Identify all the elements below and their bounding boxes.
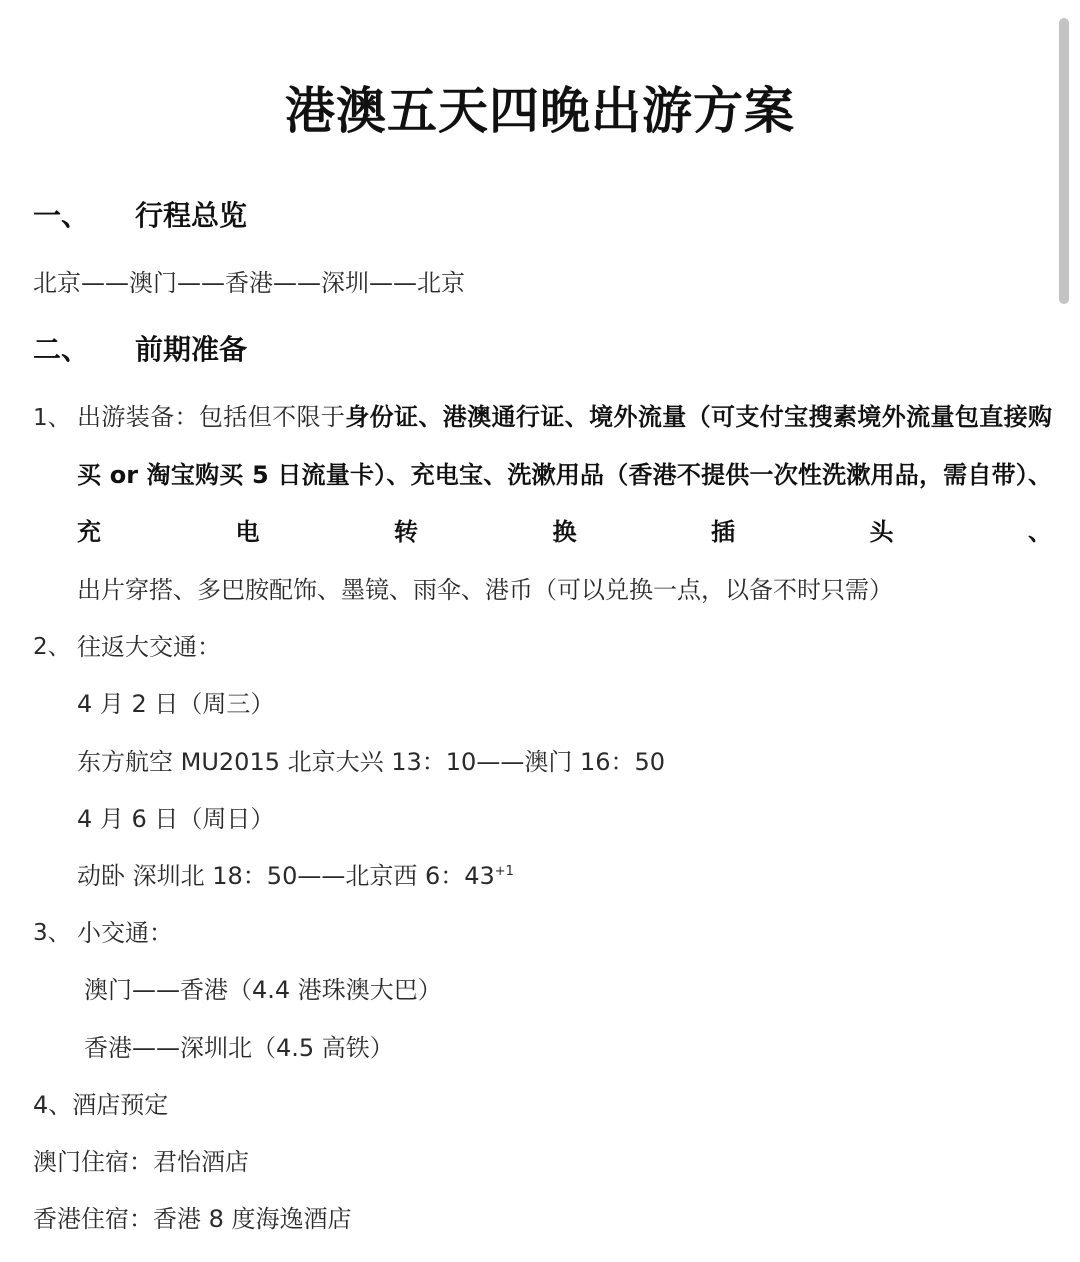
section-title: 行程总览 [135, 199, 248, 232]
vertical-scrollbar[interactable] [1059, 18, 1069, 304]
section-number: 一、 [33, 199, 90, 232]
section-heading-overview [33, 196, 247, 236]
equipment-extras: 出片穿搭、多巴胺配饰、墨镜、雨伞、港币（可以兑换一点，以备不时只需） [77, 575, 893, 604]
hotel-macau: 澳门住宿：君怡酒店 [33, 1148, 249, 1176]
local-transport-label: 小交通： [77, 919, 173, 947]
list-marker-3: 3、 [33, 920, 71, 946]
return-train [77, 859, 514, 893]
section-heading-preparation [33, 330, 247, 370]
document-title: 港澳五天四晚出游方案 [285, 82, 795, 140]
local-route-2: 香港——深圳北（4.5 高铁） [84, 1034, 394, 1062]
list-marker-2: 2、 [33, 634, 71, 660]
equipment-paragraph [77, 389, 1052, 619]
transport-label: 往返大交通： [77, 633, 221, 661]
hotel-heading: 4、酒店预定 [33, 1091, 169, 1119]
equipment-essentials: 身份证、港澳通行证、境外流量（可支付宝搜素境外流量包直接购买 or 淘宝购买 5 日流量卡）、充电宝、洗漱用品（香港不提供一次性洗漱用品，需自带）、充电转换插头、 [77, 403, 1053, 546]
outbound-flight: 东方航空 MU2015 北京大兴 13：10——澳门 16：50 [77, 748, 666, 776]
equipment-prefix: 出游装备：包括但不限于 [77, 403, 346, 431]
route-overview: 北京——澳门——香港——深圳——北京 [33, 269, 465, 297]
outbound-date: 4 月 2 日（周三） [77, 690, 275, 718]
section-number: 二、 [33, 333, 90, 366]
next-day-mark: +1 [494, 864, 514, 879]
local-route-1: 澳门——香港（4.4 港珠澳大巴） [84, 976, 442, 1004]
return-train-text: 动卧 深圳北 18：50——北京西 6：43 [77, 862, 495, 890]
section-title: 前期准备 [135, 333, 248, 366]
list-marker-1: 1、 [33, 405, 71, 431]
return-date: 4 月 6 日（周日） [77, 805, 275, 833]
hotel-hongkong: 香港住宿：香港 8 度海逸酒店 [33, 1205, 352, 1233]
